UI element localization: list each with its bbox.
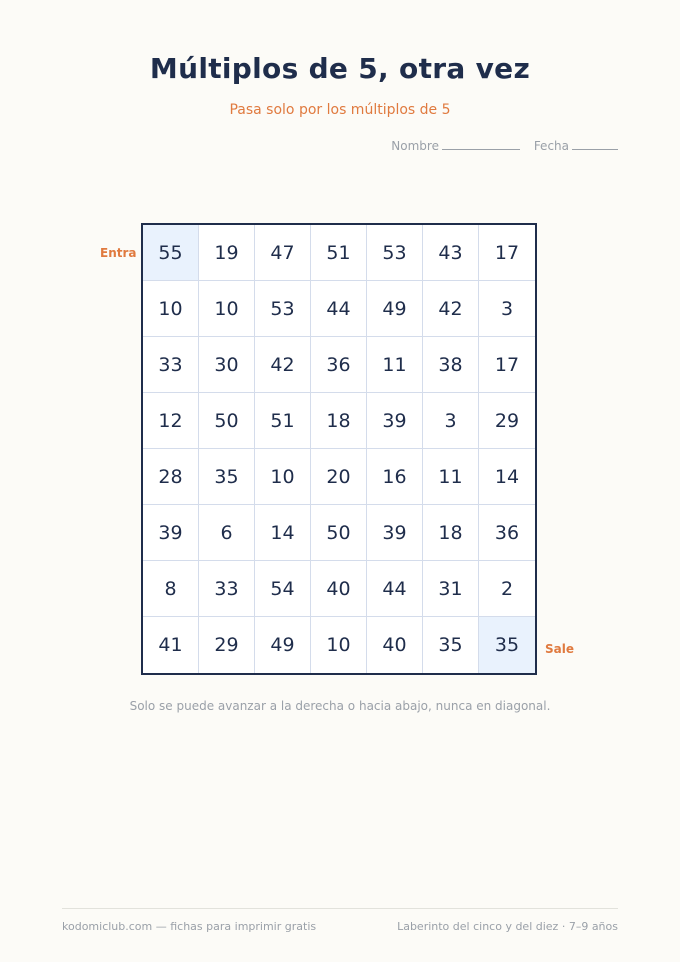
name-line[interactable] (442, 139, 520, 150)
maze-cell[interactable]: 11 (367, 337, 423, 393)
maze-exit-label: Sale (545, 642, 574, 656)
maze-cell[interactable]: 18 (423, 505, 479, 561)
maze-cell[interactable]: 35 (199, 449, 255, 505)
maze-cell[interactable]: 33 (199, 561, 255, 617)
maze-cell[interactable]: 53 (367, 225, 423, 281)
maze-cell[interactable]: 30 (199, 337, 255, 393)
maze-cell[interactable]: 36 (479, 505, 535, 561)
footer-site: kodomiclub.com — fichas para imprimir gratis (62, 920, 317, 933)
maze-cell[interactable]: 14 (479, 449, 535, 505)
maze-cell[interactable]: 51 (311, 225, 367, 281)
name-date-fields (391, 139, 618, 153)
maze-cell[interactable]: 54 (255, 561, 311, 617)
maze-cell[interactable]: 49 (255, 617, 311, 673)
maze-cell[interactable]: 20 (311, 449, 367, 505)
footer-divider (62, 908, 618, 909)
maze-cell[interactable]: 17 (479, 337, 535, 393)
maze-cell[interactable]: 49 (367, 281, 423, 337)
page-subtitle: Pasa solo por los múltiplos de 5 (229, 102, 451, 118)
maze-cell[interactable]: 19 (199, 225, 255, 281)
footer-worksheet-info: Laberinto del cinco y del diez · 7–9 años (397, 920, 618, 933)
maze-cell[interactable]: 3 (479, 281, 535, 337)
maze-cell[interactable]: 12 (143, 393, 199, 449)
date-line[interactable] (572, 139, 618, 150)
maze-cell[interactable]: 39 (367, 505, 423, 561)
maze-cell[interactable]: 29 (199, 617, 255, 673)
maze-cell[interactable]: 35 (423, 617, 479, 673)
maze-cell[interactable]: 40 (367, 617, 423, 673)
maze-cell[interactable]: 18 (311, 393, 367, 449)
maze-cell[interactable]: 28 (143, 449, 199, 505)
maze-cell[interactable]: 44 (367, 561, 423, 617)
maze-cell[interactable]: 44 (311, 281, 367, 337)
maze-cell[interactable]: 43 (423, 225, 479, 281)
maze-cell[interactable]: 42 (255, 337, 311, 393)
maze-grid (141, 223, 537, 675)
maze-cell[interactable]: 39 (143, 505, 199, 561)
maze-cell[interactable]: 29 (479, 393, 535, 449)
maze-cell[interactable]: 16 (367, 449, 423, 505)
maze-cell[interactable]: 10 (311, 617, 367, 673)
maze-cell[interactable]: 31 (423, 561, 479, 617)
maze-cell[interactable]: 10 (255, 449, 311, 505)
maze-cell[interactable]: 2 (479, 561, 535, 617)
maze-cell[interactable]: 17 (479, 225, 535, 281)
maze-cell[interactable]: 11 (423, 449, 479, 505)
maze-cell[interactable]: 36 (311, 337, 367, 393)
name-label: Nombre (391, 139, 439, 153)
maze-cell[interactable]: 50 (311, 505, 367, 561)
page-title: Múltiplos de 5, otra vez (149, 52, 531, 85)
maze-cell-start[interactable]: 55 (143, 225, 199, 281)
maze-cell[interactable]: 40 (311, 561, 367, 617)
maze-cell[interactable]: 38 (423, 337, 479, 393)
maze-cell-end[interactable]: 35 (479, 617, 535, 673)
maze-cell[interactable]: 14 (255, 505, 311, 561)
maze-cell[interactable]: 33 (143, 337, 199, 393)
maze-cell[interactable]: 10 (199, 281, 255, 337)
maze-cell[interactable]: 8 (143, 561, 199, 617)
maze-entry-label: Entra (100, 246, 137, 260)
date-label: Fecha (533, 139, 569, 153)
maze-cell[interactable]: 3 (423, 393, 479, 449)
maze-cell[interactable]: 42 (423, 281, 479, 337)
maze-cell[interactable]: 53 (255, 281, 311, 337)
instructions-text: Solo se puede avanzar a la derecha o hacia abajo, nunca en diagonal. (129, 699, 551, 713)
maze-cell[interactable]: 6 (199, 505, 255, 561)
maze-cell[interactable]: 41 (143, 617, 199, 673)
maze-cell[interactable]: 39 (367, 393, 423, 449)
maze-cell[interactable]: 47 (255, 225, 311, 281)
maze-cell[interactable]: 51 (255, 393, 311, 449)
maze-cell[interactable]: 50 (199, 393, 255, 449)
maze-cell[interactable]: 10 (143, 281, 199, 337)
